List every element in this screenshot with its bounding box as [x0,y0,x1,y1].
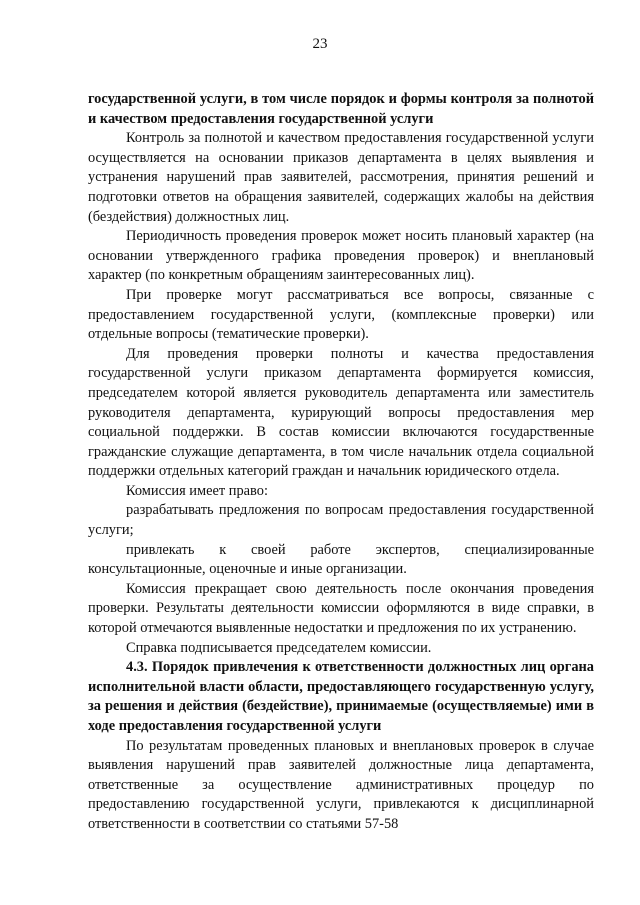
heading-continuation: государственной услуги, в том числе порядок и формы контроля за полнотой и качеством предоставления государственной услуги [88,91,594,127]
paragraph-inspection-scope: При проверке могут рассматриваться все вопросы, связанные с предоставлением государственной услуги, (комплексные проверки) или отдельные вопросы (тематические проверки). [88,286,594,343]
page-content [88,90,594,835]
paragraph-commission-termination: Комиссия прекращает свою деятельность после окончания проведения проверки. Результаты деятельности комиссии оформляются в виде справки, в которой отмечаются выявленные недостатки и предложения по их устранению. [88,580,594,637]
paragraph-liability: По результатам проведенных плановых и внеплановых проверок в случае выявления нарушений прав заявителей должностные лица департамента, ответственные за осуществление административных процедур по предоставлению государственной услуги, привлекаются к дисциплинарной ответственности в соответствии со статьями 57-58 [88,737,594,832]
paragraph-inspection-frequency: Периодичность проведения проверок может носить плановый характер (на основании утвержденного графика проведения проверок) и внеплановый характер (по конкретным обращениям заинтересованных лиц). [88,228,594,284]
paragraph-commission-rights: Комиссия имеет право: [126,482,268,499]
paragraph-right-involve-experts: привлекать к своей работе экспертов, специализированные консультационные, оценочные и иные организации. [88,541,594,578]
paragraph-commission-formation: Для проведения проверки полноты и качества предоставления государственной услуги приказом департамента формируется комиссия, председателем которой является руководитель департамента или заместитель руководителя департамента, курирующий вопросы предоставления мер социальной поддержки. В состав комиссии включаются государственные гражданские служащие департамента, в том числе начальник отдела социальной поддержки отдельных категорий граждан и начальник юридического отдела. [88,345,594,480]
paragraph-report-signing: Справка подписывается председателем комиссии. [126,639,432,656]
page-number: 23 [312,36,328,52]
paragraph-control-basis: Контроль за полнотой и качеством предоставления государственной услуги осуществляется на основании приказов департамента в целях выявления и устранения нарушений прав заявителей, рассмотрения, принятия решений и подготовки ответов на обращения заявителей, содержащих жалобы на действия (бездействия) должностных лиц. [88,130,594,225]
section-heading-4-3: 4.3. Порядок привлечения к ответственности должностных лиц органа исполнительной власти области, предоставляющего государственную услугу, за решения и действия (бездействие), принимаемые (осуществляемые) ими в ходе предоставления государственной услуги [88,659,594,734]
paragraph-right-develop-proposals: разрабатывать предложения по вопросам предоставления государственной услуги; [88,502,594,539]
